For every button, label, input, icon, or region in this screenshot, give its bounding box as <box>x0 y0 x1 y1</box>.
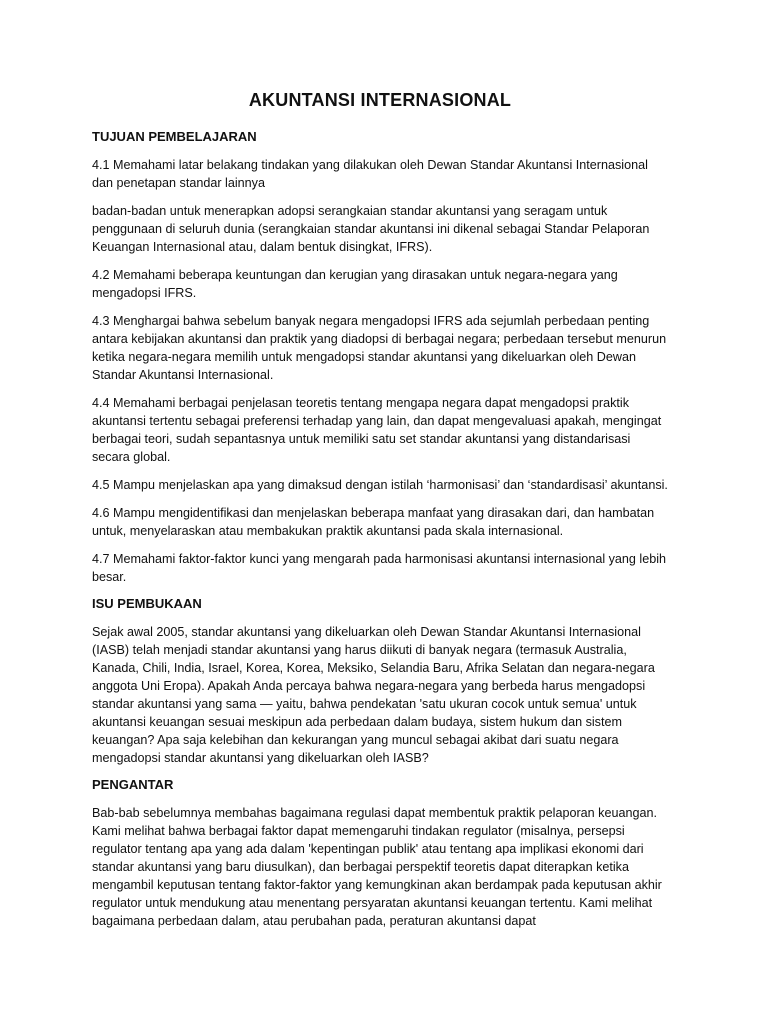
section-heading: TUJUAN PEMBELAJARAN <box>92 129 257 144</box>
section-heading: PENGANTAR <box>92 777 174 792</box>
section-heading: ISU PEMBUKAAN <box>92 596 202 611</box>
paragraph: 4.6 Mampu mengidentifikasi dan menjelaskan beberapa manfaat yang dirasakan dari, dan hambatan untuk, menyelaraskan atau membakukan praktik akuntansi pada skala internasional. <box>92 506 655 538</box>
paragraph: badan-badan untuk menerapkan adopsi serangkaian standar akuntansi yang seragam untuk penggunaan di seluruh dunia (serangkaian standar akuntansi ini dikenal sebagai Standar Pelaporan Keuangan Internasional atau, dalam bentuk disingkat, IFRS). <box>92 204 650 254</box>
paragraph: 4.4 Memahami berbagai penjelasan teoretis tentang mengapa negara dapat mengadopsi praktik akuntansi tertentu sebagai preferensi terhadap yang lain, dan dapat mengevaluasi apakah, mengingat berbagai teori, sudah sepantasnya untuk memiliki satu set standar akuntansi yang distandarisasi secara global. <box>92 396 662 464</box>
paragraph: 4.7 Memahami faktor-faktor kunci yang mengarah pada harmonisasi akuntansi internasional yang lebih besar. <box>92 552 667 584</box>
paragraph: Bab-bab sebelumnya membahas bagaimana regulasi dapat membentuk praktik pelaporan keuangan. Kami melihat bahwa berbagai faktor dapat memengaruhi tindakan regulator (misalnya, persepsi regulator tentang apa yang ada dalam 'kepentingan publik' atau tentang apa implikasi ekonomi dari standar akuntansi yang baru diusulkan), dan berbagai perspektif teoretis dapat diterapkan ketika mengambil keputusan tentang faktor-faktor yang kemungkinan akan berdampak pada keputusan akhir regulator untuk mendukung atau menentang persyaratan akuntansi keuangan tertentu. Kami melihat bagaimana perbedaan dalam, atau perubahan pada, peraturan akuntansi dapat <box>92 806 662 928</box>
paragraph: 4.2 Memahami beberapa keuntungan dan kerugian yang dirasakan untuk negara-negara yang mengadopsi IFRS. <box>92 268 618 300</box>
page-title: AKUNTANSI INTERNASIONAL <box>248 90 512 110</box>
paragraph: 4.5 Mampu menjelaskan apa yang dimaksud dengan istilah ‘harmonisasi’ dan ‘standardisasi’ akuntansi. <box>92 478 668 492</box>
paragraph: 4.1 Memahami latar belakang tindakan yang dilakukan oleh Dewan Standar Akuntansi Internasional dan penetapan standar lainnya <box>92 158 648 190</box>
paragraph: Sejak awal 2005, standar akuntansi yang dikeluarkan oleh Dewan Standar Akuntansi Internasional (IASB) telah menjadi standar akuntansi yang harus diikuti di banyak negara (termasuk Australia, Kanada, Chili, India, Israel, Korea, Korea, Meksiko, Selandia Baru, Afrika Selatan dan negara-negara anggota Uni Eropa). Apakah Anda percaya bahwa negara-negara yang berbeda harus mengadopsi standar akuntansi yang sama — yaitu, bahwa pendekatan 'satu ukuran cocok untuk semua' untuk akuntansi keuangan sesuai meskipun ada perbedaan dalam budaya, sistem hukum dan sistem keuangan? Apa saja kelebihan dan kekurangan yang muncul sebagai akibat dari suatu negara mengadopsi standar akuntansi yang dikeluarkan oleh IASB? <box>92 625 655 765</box>
section-pengantar <box>92 777 668 930</box>
section-isu-pembukaan <box>92 596 668 767</box>
paragraph: 4.3 Menghargai bahwa sebelum banyak negara mengadopsi IFRS ada sejumlah perbedaan penting antara kebijakan akuntansi dan praktik yang diadopsi di berbagai negara; perbedaan tersebut menurun ketika negara-negara memilih untuk mengadopsi standar akuntansi yang dikeluarkan oleh Dewan Standar Akuntansi Internasional. <box>92 314 667 382</box>
section-tujuan-pembelajaran <box>92 129 668 586</box>
